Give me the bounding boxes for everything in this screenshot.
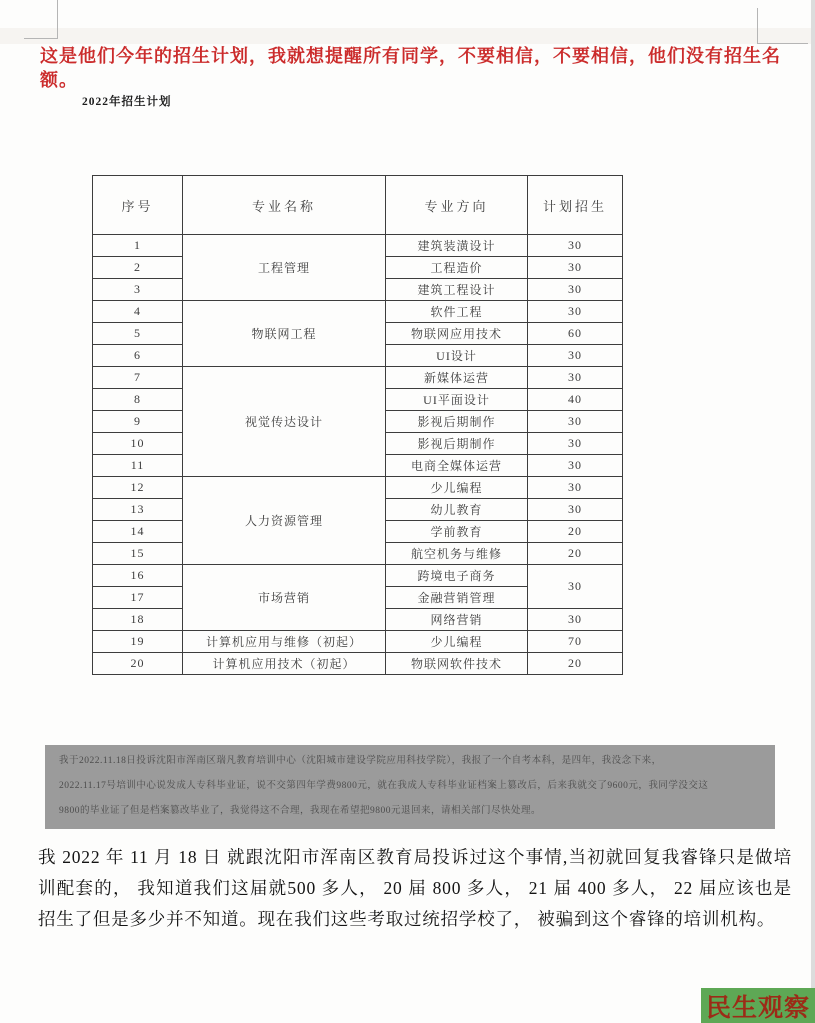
minsheng-guancha-watermark: 民生观察 [701,988,815,1023]
direction-cell: 影视后期制作 [386,433,528,455]
plan-count-cell: 30 [528,433,623,455]
direction-cell: 幼儿教育 [386,499,528,521]
direction-cell: 物联网应用技术 [386,323,528,345]
header-no: 序号 [93,176,183,235]
scan-artifact-band [0,28,815,44]
direction-cell: 软件工程 [386,301,528,323]
row-number-cell: 14 [93,521,183,543]
direction-cell: 网络营销 [386,609,528,631]
complaint-line: 9800的毕业证了但是档案篡改毕业了，我觉得这不合理，我现在希望把9800元退回来，请相关部门尽快处理。 [59,806,542,816]
direction-cell: UI设计 [386,345,528,367]
major-name-cell: 视觉传达设计 [183,367,386,477]
plan-count-cell: 30 [528,609,623,631]
table-row [93,235,623,257]
plan-count-cell: 70 [528,631,623,653]
row-number-cell: 2 [93,257,183,279]
plan-count-cell: 30 [528,565,623,609]
major-name-cell: 物联网工程 [183,301,386,367]
plan-count-cell: 30 [528,279,623,301]
direction-cell: 少儿编程 [386,477,528,499]
major-name-cell: 人力资源管理 [183,477,386,565]
row-number-cell: 7 [93,367,183,389]
major-name-cell: 计算机应用技术（初起） [183,653,386,675]
table-row [93,477,623,499]
table-row [93,301,623,323]
row-number-cell: 18 [93,609,183,631]
direction-cell: 工程造价 [386,257,528,279]
direction-cell: 航空机务与维修 [386,543,528,565]
direction-cell: 学前教育 [386,521,528,543]
row-number-cell: 20 [93,653,183,675]
row-number-cell: 16 [93,565,183,587]
row-number-cell: 15 [93,543,183,565]
plan-count-cell: 60 [528,323,623,345]
direction-cell: 新媒体运营 [386,367,528,389]
complaint-line: 我于2022.11.18日投诉沈阳市浑南区瑞凡教育培训中心（沈阳城市建设学院应用科技学院），我报了一个自考本科，是四年，我没念下来， [59,756,662,766]
plan-count-cell: 30 [528,367,623,389]
plan-title: 2022年招生计划 [82,96,172,108]
plan-count-cell: 30 [528,257,623,279]
plan-count-cell: 20 [528,521,623,543]
direction-cell: 少儿编程 [386,631,528,653]
complaint-line: 2022.11.17号培训中心说发成人专科毕业证，说不交第四年学费9800元，就在我成人专科毕业证档案上篡改后，后来我就交了9600元，我同学没交这 [59,781,709,791]
plan-count-cell: 30 [528,411,623,433]
plan-count-cell: 30 [528,235,623,257]
header-major: 专业名称 [183,176,386,235]
table-row [93,653,623,675]
plan-count-cell: 20 [528,653,623,675]
direction-cell: 物联网软件技术 [386,653,528,675]
table-row [93,565,623,587]
plan-count-cell: 30 [528,455,623,477]
admissions-plan-table [92,175,623,675]
major-name-cell: 市场营销 [183,565,386,631]
row-number-cell: 9 [93,411,183,433]
plan-count-cell: 30 [528,499,623,521]
row-number-cell: 11 [93,455,183,477]
row-number-cell: 8 [93,389,183,411]
row-number-cell: 5 [93,323,183,345]
header-direction: 专业方向 [386,176,528,235]
row-number-cell: 3 [93,279,183,301]
direction-cell: 建筑工程设计 [386,279,528,301]
major-name-cell: 工程管理 [183,235,386,301]
table-header-row [93,176,623,235]
margin-corner-mark-top-right [757,8,808,44]
direction-cell: 建筑装潢设计 [386,235,528,257]
major-name-cell: 计算机应用与维修（初起） [183,631,386,653]
direction-cell: 跨境电子商务 [386,565,528,587]
page-edge-shadow [811,0,815,990]
row-number-cell: 19 [93,631,183,653]
plan-count-cell: 40 [528,389,623,411]
row-number-cell: 1 [93,235,183,257]
row-number-cell: 17 [93,587,183,609]
row-number-cell: 4 [93,301,183,323]
header-plan: 计划招生 [528,176,623,235]
table-row [93,631,623,653]
direction-cell: UI平面设计 [386,389,528,411]
row-number-cell: 6 [93,345,183,367]
row-number-cell: 10 [93,433,183,455]
warning-headline: 这是他们今年的招生计划，我就想提醒所有同学，不要相信，不要相信，他们没有招生名额。 [40,46,781,90]
direction-cell: 电商全媒体运营 [386,455,528,477]
margin-corner-mark-top-left [24,0,58,39]
table-row [93,367,623,389]
complaint-screenshot-block [45,745,775,829]
row-number-cell: 13 [93,499,183,521]
direction-cell: 金融营销管理 [386,587,528,609]
plan-count-cell: 30 [528,477,623,499]
plan-count-cell: 20 [528,543,623,565]
narrative-paragraph: 我 2022 年 11 月 18 日 就跟沈阳市浑南区教育局投诉过这个事情,当初就回复我睿锋只是做培训配套的， 我知道我们这届就500 多人， 20 届 800 多人， 21 届 400 多人， 22 届应该也是招生了但是多少并不知道。现在我们这些考取过统招学校了， 被骗到这个睿锋的培训机构。 [38,847,792,929]
row-number-cell: 12 [93,477,183,499]
plan-count-cell: 30 [528,301,623,323]
direction-cell: 影视后期制作 [386,411,528,433]
plan-count-cell: 30 [528,345,623,367]
